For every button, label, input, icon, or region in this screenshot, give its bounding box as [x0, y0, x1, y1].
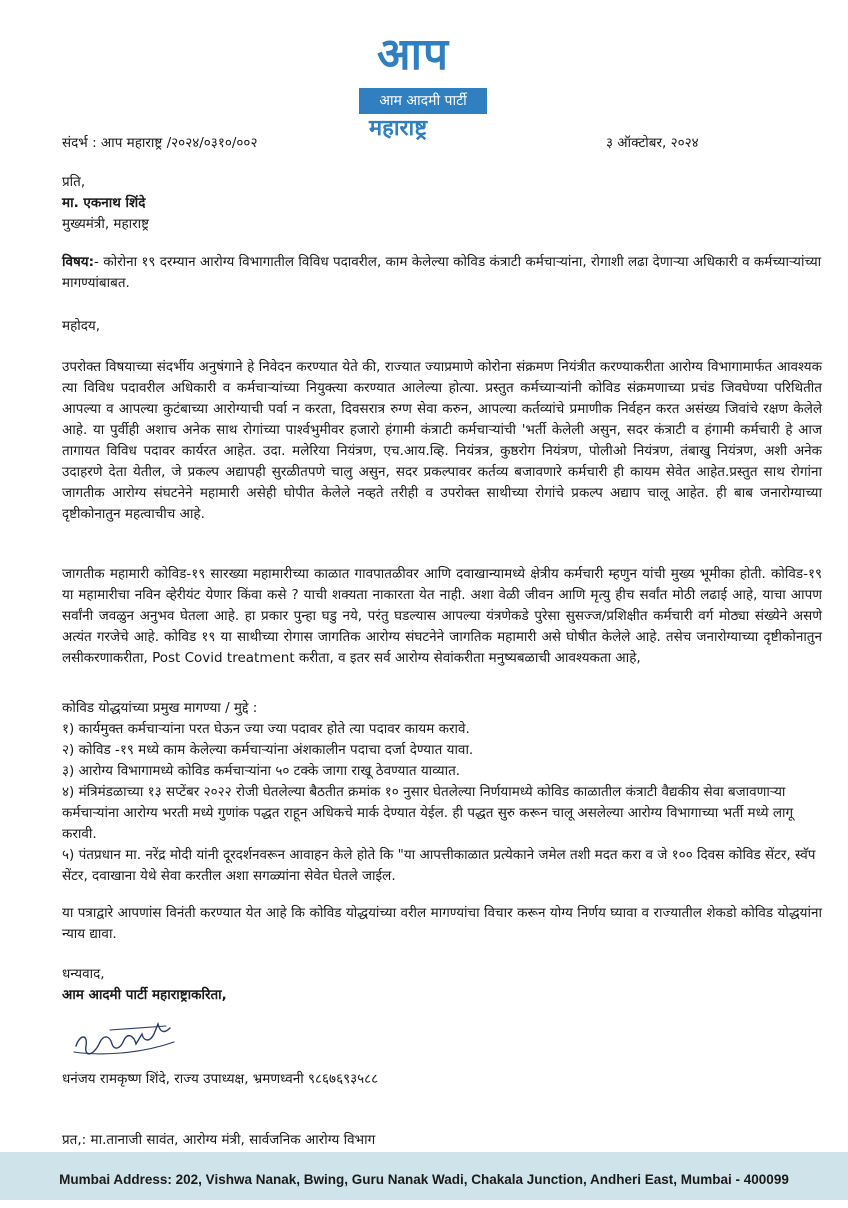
demand-item: ४) मंत्रिमंडळाच्या १३ सप्टेंबर २०२२ रोजी घेतलेल्या बैठतीत क्रमांक १० नुसार घेतलेल्या निर्णयामध्ये कोविड काळातील कंत्राटी वैद्यकीय सेवा बजावणाऱ्या कर्मचाऱ्यांना आरोग्य भरती मध्ये गुणांक पद्धत राहून अधिकचे मार्क देण्यात येईल. ही पद्धत सुरु करून चालू असलेल्या आरोग्य विभागाच्या भर्ती मध्ये लागू करावी. [62, 784, 794, 842]
closing-thanks: धन्यवाद, [62, 966, 105, 982]
footer-address: Mumbai Address: 202, Vishwa Nanak, Bwing, Guru Nanak Wadi, Chakala Junction, Andheri East, Mumbai - 400099 [0, 1152, 848, 1200]
logo-party-label: आम आदमी पार्टी [359, 88, 487, 114]
subject-label: विषय: [62, 254, 95, 270]
recipient-block [62, 172, 149, 235]
recipient-name: मा. एकनाथ शिंदे [62, 195, 146, 211]
demands-title: कोविड योद्धयांच्या प्रमुख मागण्या / मुद्दे : [62, 700, 258, 716]
recipient-prefix: प्रति, [62, 174, 86, 190]
signer-details: धनंजय रामकृष्ण शिंदे, राज्य उपाध्यक्ष, भ्रमणध्वनी ९८६७६९३५८८ [62, 1071, 379, 1087]
demand-item: ५) पंतप्रधान मा. नरेंद्र मोदी यांनी दूरदर्शनवरून आवाहन केले होते कि "या आपत्तीकाळात प्रत्येकाने जमेल तशी मदत करा व जे १०० दिवस कोविड सेंटर, स्वॅप सेंटर, दवाखाना येथे सेवा करतील अशा सगळ्यांना सेवेत घेतले जाईल. [62, 847, 816, 884]
demand-item: १) कार्यमुक्त कर्मचाऱ्यांना परत घेऊन ज्या ज्या पदावर होते त्या पदावर कायम करावे. [62, 721, 470, 737]
demand-item: ३) आरोग्य विभागामध्ये कोविड कर्मचाऱ्यांना ५० टक्के जागा राखू ठेवण्यात याव्यात. [62, 763, 461, 779]
salutation: महोदय, [62, 318, 101, 334]
closing-organization: आम आदमी पार्टी महाराष्ट्राकरिता, [62, 987, 227, 1003]
subject-line [62, 252, 822, 294]
letter-date: ३ ऑक्टोबर, २०२४ [606, 135, 699, 151]
logo-state: महाराष्ट्र [369, 116, 428, 141]
body-paragraph-3: या पत्राद्वारे आपणांस विनंती करण्यात येत आहे कि कोविड योद्धयांच्या वरील मागण्यांचा विचार करून योग्य निर्णय घ्यावा व राज्यातील शेकडो कोविड योद्धयांना न्याय द्यावा. [62, 905, 822, 942]
subject-text: - कोरोना १९ दरम्यान आरोग्य विभागातील विविध पदावरील, काम केलेल्या कोविड कंत्राटी कर्मचाऱ्यांना, रोगाशी लढा देणाऱ्या अधिकारी व कर्मच्याऱ्यांच्या मागण्यांबाबत. [62, 254, 822, 291]
aap-logo [355, 22, 495, 142]
logo-wordmark: आप [377, 29, 449, 80]
letter-reference: संदर्भ : आप महाराष्ट्र /२०२४/०३१०/००२ [62, 135, 258, 151]
body-paragraph-2: जागतीक महामारी कोविड-१९ सारख्या महामारीच्या काळात गावपातळीवर आणि दवाखान्यामध्ये क्षेत्रीय कर्मचारी म्हणुन यांची मुख्य भूमीका होती. कोविड-१९ या महामारीचा नविन व्हेरीयंट येणार किंवा कसे ? याची शक्यता नाकारता येत नाही. अशा वेळी जीवन आणि मृत्यु हीच सर्वांत मोठी लढाई आहे, याचा आपण सर्वांनी जवळुन अनुभव घेतला आहे. हा प्रकार पुन्हा घडु नये, परंतु घडल्यास आपल्या यंत्रणेकडे पुरेसा सुसज्ज/प्रशिक्षीत कर्मचारी वर्ग मोठ्या संख्येने असणे अत्यंत गरजेचे आहे. कोविड १९ या साथीच्या रोगास जागतिक आरोग्य संघटनेने जागतिक महामारी असे घोषीत केलेले आहे. तसेच जनारोग्याच्या दृष्टीकोनातुन लसीकरणाकरीता, Post Covid treatment करीता, व इतर सर्व आरोग्य सेवांकरीता मनुष्यबळाची आवश्यकता आहे, [62, 566, 822, 666]
copy-to: प्रत,: मा.तानाजी सावंत, आरोग्य मंत्री, सार्वजनिक आरोग्य विभाग [62, 1132, 376, 1148]
recipient-title: मुख्यमंत्री, महाराष्ट्र [62, 216, 150, 232]
demand-item: २) कोविड -१९ मध्ये काम केलेल्या कर्मचाऱ्यांना अंशकालीन पदाचा दर्जा देण्यात यावा. [62, 742, 474, 758]
body-paragraph-1: उपरोक्त विषयाच्या संदर्भीय अनुषंगाने हे निवेदन करण्यात येते की, राज्यात ज्याप्रमाणे कोरोना संक्रमण नियंत्रीत करण्याकरीता आरोग्य विभागामार्फत आवश्यक त्या विविध पदावरील अधिकारी व कर्मचाऱ्यांच्या नियुक्त्या करण्यात आलेल्या होत्या. प्रस्तुत कर्मच्याऱ्यांनी कोविड संक्रमणाच्या प्रचंड जिवघेण्या परिथितीत आपल्या व आपल्या कुटंबाच्या आरोग्याची पर्वा न करता, दिवसरात्र रुग्ण सेवा करुन, आपल्या कर्तव्यांचे प्रमाणीक निर्वहन करत असंख्य जिवांचे रक्षण केलेले आहे. या पुर्वीही अशाच अनेक साथ रोगांच्या पार्श्वभुमीवर हजारो हंगामी कंत्राटी कर्मचाऱ्यांची 'भर्ती केलेली असुन, सदर कंत्राटी व हंगामी कर्मचारी हे आज तागायत विविध पदावर कार्यरत आहेत. उदा. मलेरिया नियंत्रण, एच.आय.व्हि. नियंत्रत्र, कुष्ठरोग नियंत्रण, पोलीओ नियंत्रण, तंबाखु नियंत्रण, अशी अनेक उदाहरणे देता येतील, जे प्रकल्प अद्यापही सुरळीतपणे चालु असुन, सदर प्रकल्पावर कर्तव्य बजावणारे कर्मचारी ही कायम सेवेत आहेत.प्रस्तुत साथ रोगांना जागतीक आरोग्य संघटनेने महामारी असेही घोपीत केलेले नव्हते तरीही व उपरोक्त साथीच्या रोगांचे प्रकल्प अद्याप चालू आहेत. ही बाब जनारोग्याच्या दृष्टीकोनातुन महत्वाचीच आहे. [62, 359, 822, 522]
handwritten-signature [70, 1012, 180, 1064]
demands-list [62, 698, 822, 887]
